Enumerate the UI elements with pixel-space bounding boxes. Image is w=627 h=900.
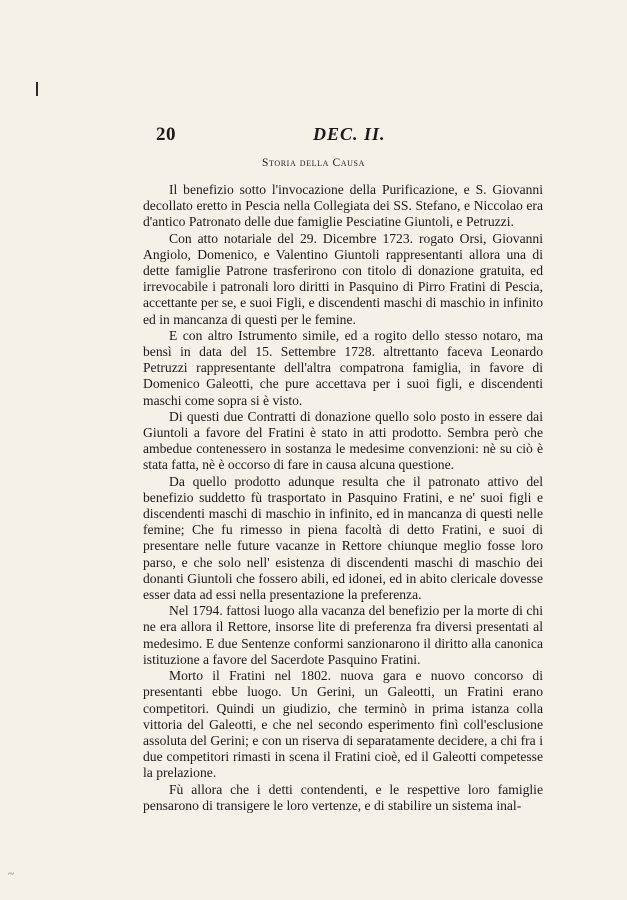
paragraph: Di questi due Contratti di donazione quello solo posto in essere dai Giuntoli a favore del Fratini è stato in atti prodotto. Sembra però che ambedue contenessero in sostanza le medesime convenzioni: nè su ciò è stata fatta, nè è occorso di fare in causa alcuna questione. xyxy=(143,408,543,473)
paragraph: Fù allora che i detti contendenti, e le respettive loro famiglie pensarono di transigere le loro vertenze, e di stabilire un sistema inal- xyxy=(143,781,543,813)
page-header xyxy=(156,124,556,146)
running-head: DEC. II. xyxy=(313,124,386,144)
paragraph: Morto il Fratini nel 1802. nuova gara e nuovo concorso di presentanti ebbe luogo. Un Gerini, un Galeotti, un Fratini erano competitori. Quindi un giudizio, che terminò in prima istanza colla vittoria del Galeotti, e che nel secondo esperimento finì coll'esclusione assoluta del Gerini; e con un riserva di separatamente decidere, a chi fra i due competitori rimasti in scena il Fratini cioè, ed il Galeotti competesse la prelazione. xyxy=(143,668,543,781)
page-number: 20 xyxy=(156,124,176,145)
paragraph: E con altro Istrumento simile, ed a rogito dello stesso notaro, ma bensì in data del 15. Settembre 1728. altrettanto faceva Leonardo Petruzzi rappresentante dell'altra compatrona famiglia, in favore di Domenico Galeotti, che pure accettava per i suoi figli, e discendenti maschi come sopra si è visto. xyxy=(143,327,543,408)
paragraph: Da quello prodotto adunque resulta che il patronato attivo del benefizio suddetto fù trasportato in Pasquino Fratini, e ne' suoi figli e discendenti maschi di maschio in infinito, ed in mancanza di questi nelle femine; Che fu rimesso in piena facoltà di detto Fratini, e suoi di presentare nelle future vacanze in Rettore chiunque meglio fosse loro parso, e che solo nell' esistenza di discendenti maschi di maschio dei donanti Giuntoli che fossero abili, ed idonei, ed in abito clericale dovesse esser data ad essi nella presentazione la preferenza. xyxy=(143,473,543,603)
paragraph: Nel 1794. fattosi luogo alla vacanza del benefizio per la morte di chi ne era allora il Rettore, insorse lite di preferenza fra diversi presentati al medesimo. E due Sentenze conformi sanzionarono il diritto alla canonica istituzione a favore del Sacerdote Pasquino Fratini. xyxy=(143,603,543,667)
ink-smudge-icon: ~ xyxy=(8,868,14,880)
paragraph: Il benefizio sotto l'invocazione della Purificazione, e S. Giovanni decollato eretto in Pescia nella Collegiata dei SS. Stefano, e Niccolao era d'antico Patronato delle due famiglie Pesciatine Giuntoli, e Petruzzi. xyxy=(143,182,543,230)
section-title: Storia della Causa xyxy=(262,157,365,169)
paragraph: Con atto notariale del 29. Dicembre 1723. rogato Orsi, Giovanni Angiolo, Domenico, e Valentino Giuntoli rappresentanti allora una di dette famiglie Patrone trasferirono con titolo di donazione gratuita, ed irrevocabile i patronali loro diritti in Pasquino di Pirro Fratini di Pescia, accettante per se, e suoi Figli, e discendenti maschi di maschio in infinito ed in mancanza di questi per le femine. xyxy=(143,230,543,327)
margin-mark xyxy=(36,82,38,96)
body-text xyxy=(143,182,543,814)
